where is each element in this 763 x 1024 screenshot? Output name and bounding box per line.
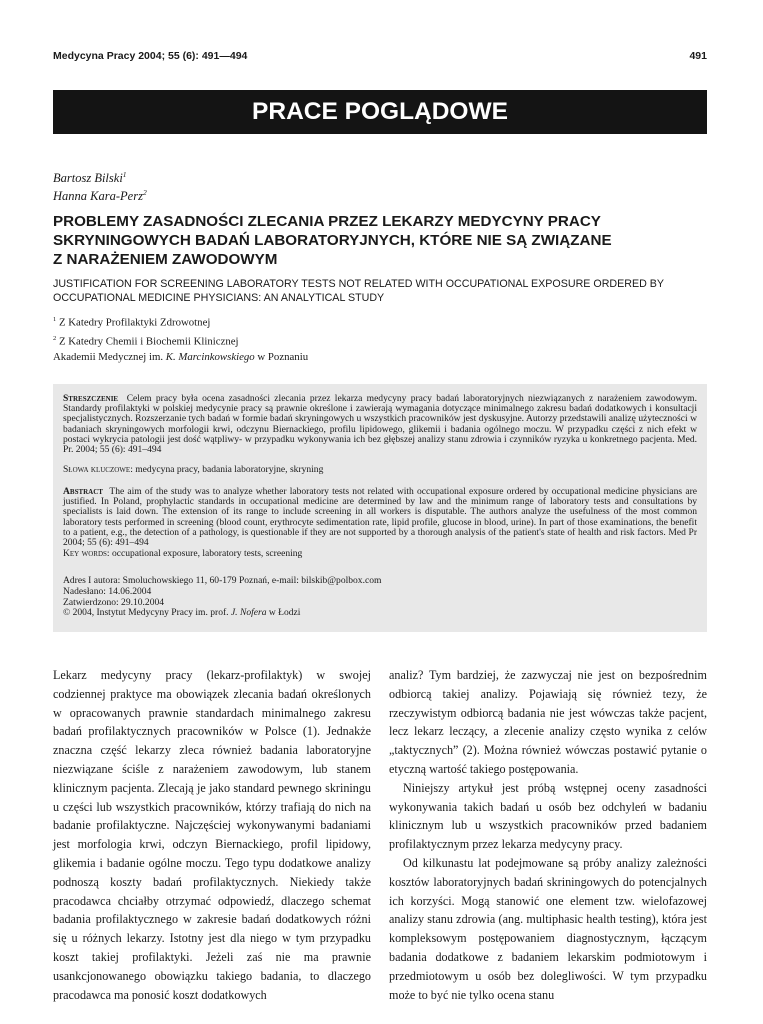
keywords-text: : occupational exposure, laboratory tests, screening: [106, 548, 303, 559]
section-banner: PRACE POGLĄDOWE: [53, 90, 707, 134]
date-approved: Zatwierdzono: 29.10.2004: [63, 596, 165, 608]
correspondence-info: [63, 576, 697, 619]
keywords-label: Słowa kluczowe: [63, 464, 131, 475]
author-list: [53, 168, 147, 203]
author: Hanna Kara-Perz$^2$: [53, 187, 147, 203]
abstract-text: Celem pracy była ocena zasadności zlecania przez lekarza medycyny pracy badań laboratoryjnych niezwiązanych z narażeniem zawodowym. Standardy profilaktyki w polskiej medycynie pracy są prawnie określone i zawierają wymagania dotyczące minimalnego zakresu badań dodatkowych i konsultacji specjalistycznych. Rozszerzanie tych badań w formie badań skryningowych u wszystkich pracowników jest dyskusyjne. Autorzy przedstawili analizę użyteczności w badaniach skryningowych morfologii krwi, odczynu Biernackiego, profilu lipidowego, glikemii i badania ogólnego moczu. W przypadku części z nich efekt w postaci wykrycia patologii jest dość wątpliwy- w przypadku wykonywania ich bez głębszej analizy stanu zdrowia i czynników ryzyka u konkretnego pacjenta. Med. Pr. 2004; 55 (6): 491–494: [63, 393, 697, 456]
journal-citation: Medycyna Pracy 2004; 55 (6): 491—494: [53, 50, 248, 62]
body-column-right: [389, 666, 707, 1004]
title-line: JUSTIFICATION FOR SCREENING LABORATORY TESTS NOT RELATED WITH OCCUPATIONAL EXPOSURE ORDERED BY: [53, 278, 665, 290]
title-line: SKRYNINGOWYCH BADAŃ LABORATORYJNYCH, KTÓRE NIE SĄ ZWIĄZANE: [53, 232, 612, 249]
abstract-label: Abstract: [63, 486, 103, 497]
abstract-polish: [63, 394, 697, 455]
body-paragraph: Od kilkunastu lat podejmowane są próby analizy zależności kosztów laboratoryjnych badań skriningowych do potencjalnych ich korzyści. Mogą stanowić one element tzw. wielofazowej analizy stanu zdrowia (ang. multiphasic health testing), która jest kompleksowym postępowaniem diagnostycznym, łączącym badania dodatkowe z badaniem lekarskim podmiotowym i przedmiotowym u osób bez dolegliwości. W tym przypadku może to być nie tylko ocena stanu: [389, 855, 707, 1002]
copyright: © 2004, Instytut Medycyny Pracy im. prof. J. Nofera w Łodzi: [63, 607, 301, 619]
affiliation-institution: Akademii Medycznej im. K. Marcinkowskiego w Poznaniu: [53, 351, 309, 364]
article-title-english: [53, 277, 713, 305]
keywords-label: Key words: [63, 548, 107, 559]
title-line: Z NARAŻENIEM ZAWODOWYM: [53, 251, 278, 268]
keywords-english: [63, 548, 697, 559]
title-line: OCCUPATIONAL MEDICINE PHYSICIANS: AN ANALYTICAL STUDY: [53, 292, 385, 304]
abstract-box: [53, 384, 707, 632]
author: Bartosz Bilski$^1$: [53, 170, 127, 186]
page-number: 491: [689, 50, 707, 62]
abstract-label: Streszczenie: [63, 393, 119, 404]
title-line: PROBLEMY ZASADNOŚCI ZLECANIA PRZEZ LEKARZY MEDYCYNY PRACY: [53, 213, 601, 230]
article-title-polish: [53, 212, 713, 269]
abstract-text: The aim of the study was to analyze whether laboratory tests not related with occupational exposure ordered by occupational medicine physicians are justified. In Poland, prophylactic standards in occupational medicine are determined by law and the minimum range of laboratory tests and consultations by specialists is laid down. The extension of its range to include screening in all workers is disputable. The authors analyze the usefulness of the most common laboratory tests performed in screening (blood count, erythrocyte sedimentation rate, lipid profile, glucose in blood, urine). In part of those examinations, the benefit to a patient, e.g., the detection of a pathology, is questionable if they are not supported by a thorough analysis of the patient's state of health and risk factors. Med Pr 2004; 55 (6): 491–494: [63, 486, 697, 549]
body-paragraph: analiz? Tym bardziej, że zazwyczaj nie jest on bezpośrednim odbiorcą takiej analizy. Pojawiają się również tezy, że rzeczywistym odbiorcą badania nie jest wówczas także pacjent, lecz lekarz leczący, a zlecenie analizy często wynika z celów „taktycznych” (2). Można również wówczas postawić pytanie o etyczną wartość takiego postępowania.: [389, 668, 707, 776]
affiliation: $^2$ Z Katedry Chemii i Biochemii Klinicznej: [53, 335, 239, 348]
date-sent: Nadesłano: 14.06.2004: [63, 585, 152, 597]
running-head: [53, 50, 707, 62]
body-paragraph: Niniejszy artykuł jest próbą wstępnej oceny zasadności wykonywania takich badań u osób bez odchyleń w badaniu klinicznym lub u wszystkich pracowników przed badaniem profilaktycznym przez lekarza medycyny pracy.: [389, 780, 707, 852]
body-paragraph: Lekarz medycyny pracy (lekarz-profilaktyk) w swojej codziennej praktyce ma obowiązek zlecania badań określonych w opracowanych prawnie standardach minimalnego zakresu badań profilaktycznych pracowników w Polsce (1). Jednakże znaczna część lekarzy zleca również badania laboratoryjne niezwiązane ściśle z narażeniem zawodowym, lub stanem klinicznym pacjenta. Zlecają je jako standard pewnego skriningu u części lub wszystkich pracowników, którzy trafiają do nich na badanie profilaktyczne. Najczęściej wykonywanymi badaniami jest morfologia krwi, odczyn Biernackiego, profil lipidowy, glikemia i badanie ogólne moczu. Tego typu dodatkowe analizy podnoszą koszty badań profilaktycznych. Niekiedy także pracodawca chciałby otrzymać odpowiedź, dlaczego schemat badania profilaktycznego w zakresie badań dodatkowych różni się u różnych lekarzy. Istotny jest dla niego w tym przypadku koszt takiej profilaktyki. Jeżeli zaś nie ma prawnie usankcjonowanego obowiązku takiego badania, to dlaczego pracodawca ma ponosić koszt dodatkowych: [53, 668, 371, 1002]
author-address: Adres I autora: Smoluchowskiego 11, 60-179 Poznań, e-mail: bilskib@polbox.com: [63, 575, 382, 586]
keywords-polish: [63, 464, 697, 475]
affiliation: $^1$ Z Katedry Profilaktyki Zdrowotnej: [53, 316, 211, 329]
affiliations: [53, 312, 308, 366]
abstract-english: [63, 487, 697, 548]
body-column-left: [53, 666, 371, 1004]
keywords-text: : medycyna pracy, badania laboratoryjne, skryning: [130, 464, 324, 475]
